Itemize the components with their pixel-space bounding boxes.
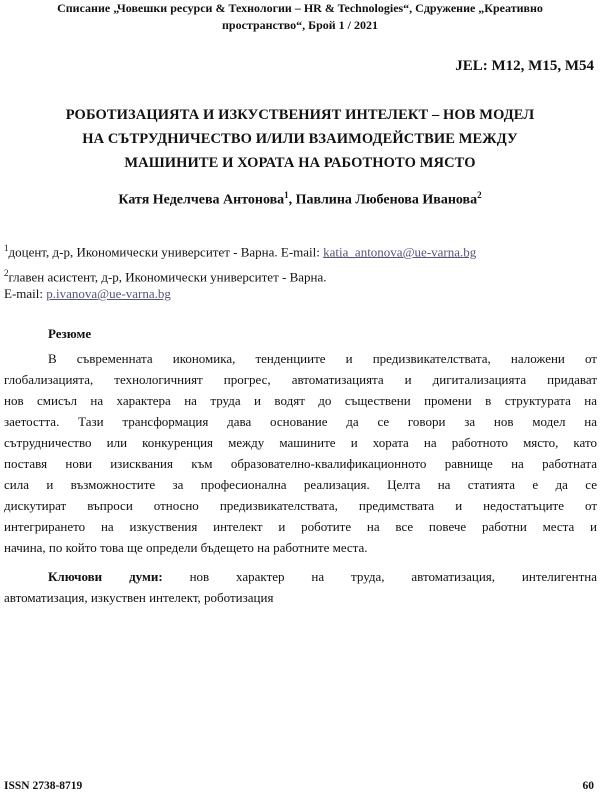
authors-separator: ,	[288, 192, 296, 208]
affiliation-1	[4, 240, 476, 260]
affiliation-1-sup: 1	[4, 243, 9, 253]
article-title-line-2: НА СЪТРУДНИЧЕСТВО И/ИЛИ ВЗАИМОДЕЙСТВИЕ МЕЖДУ	[82, 131, 518, 147]
abstract-line: сила и възможностите за професионална реализация. Целта на статията е да се	[4, 477, 597, 492]
abstract-line: глобализацията, технологичният прогрес, автоматизацията и дигитализацията придават	[4, 372, 597, 387]
authors	[0, 190, 600, 209]
journal-header-line-2: пространство“, Брой 1 / 2021	[221, 18, 379, 32]
affiliation-1-email-link[interactable]: katia_antonova@ue-varna.bg	[323, 244, 477, 260]
keywords-label: Ключови думи:	[48, 569, 163, 584]
abstract-line: сътрудничество или конкуренция между машините и хората на работното място, като	[4, 435, 597, 450]
author-2-name: Павлина Любенова Иванова	[295, 192, 478, 208]
affiliation-2	[4, 265, 327, 302]
article-title-line-3: МАШИНИТЕ И ХОРАТА НА РАБОТНОТО МЯСТО	[124, 155, 476, 171]
keywords-line-1	[4, 566, 597, 587]
footer-issn: ISSN 2738-8719	[4, 780, 83, 792]
journal-header	[0, 0, 600, 34]
abstract-line: интегрирането на изкуствения интелект и роботите на все повече работни места и	[4, 519, 597, 534]
keywords-text-2: автоматизация, изкуствен интелект, роботизация	[4, 590, 274, 605]
article-title	[0, 103, 600, 175]
abstract-line: В съвременната икономика, тенденциите и предизвикателствата, наложени от	[48, 351, 597, 366]
affiliation-1-text: доцент, д-р, Икономически университет - Варна. E-mail:	[8, 244, 324, 260]
author-1-sup: 1	[284, 190, 289, 200]
abstract-line: начина, по който това ще определи бъдещето на работните места.	[4, 540, 368, 555]
affiliation-2-sup: 2	[4, 268, 9, 278]
affiliation-2-text: главен асистент, д-р, Икономически университет - Варна.	[8, 269, 327, 285]
affiliation-2-email-link[interactable]: p.ivanova@ue-varna.bg	[46, 286, 171, 302]
keywords-text-1: нов характер на труда, автоматизация, интелигентна	[189, 569, 598, 584]
abstract-line: нов смисъл на характера на труда и водят до съществени промени в структурата на	[4, 393, 597, 408]
abstract-heading: Резюме	[48, 326, 92, 341]
author-2-sup: 2	[477, 190, 482, 200]
abstract-line: заетостта. Тази трансформация дава основание да се говори за нов модел на	[4, 414, 597, 429]
abstract-body	[4, 348, 597, 558]
keywords-section	[4, 566, 597, 608]
journal-header-line-1: Списание „Човешки ресурси & Технологии – HR & Technologies“, Сдружение „Креативно	[57, 1, 543, 15]
page-number: 60	[582, 780, 594, 792]
abstract-line: дискутират въпроси относно предизвикателствата, предимствата и недостатъците от	[4, 498, 597, 513]
affiliation-2-email-label: E-mail:	[4, 286, 47, 302]
abstract-line: поставя нови изисквания към образователно-квалификационното равнище на работната	[4, 456, 597, 471]
author-1-name: Катя Неделчева Антонова	[118, 192, 285, 208]
jel-codes: JEL: M12, M15, M54	[455, 58, 594, 74]
article-title-line-1: РОБОТИЗАЦИЯТА И ИЗКУСТВЕНИЯТ ИНТЕЛЕКТ – НОВ МОДЕЛ	[65, 107, 535, 123]
